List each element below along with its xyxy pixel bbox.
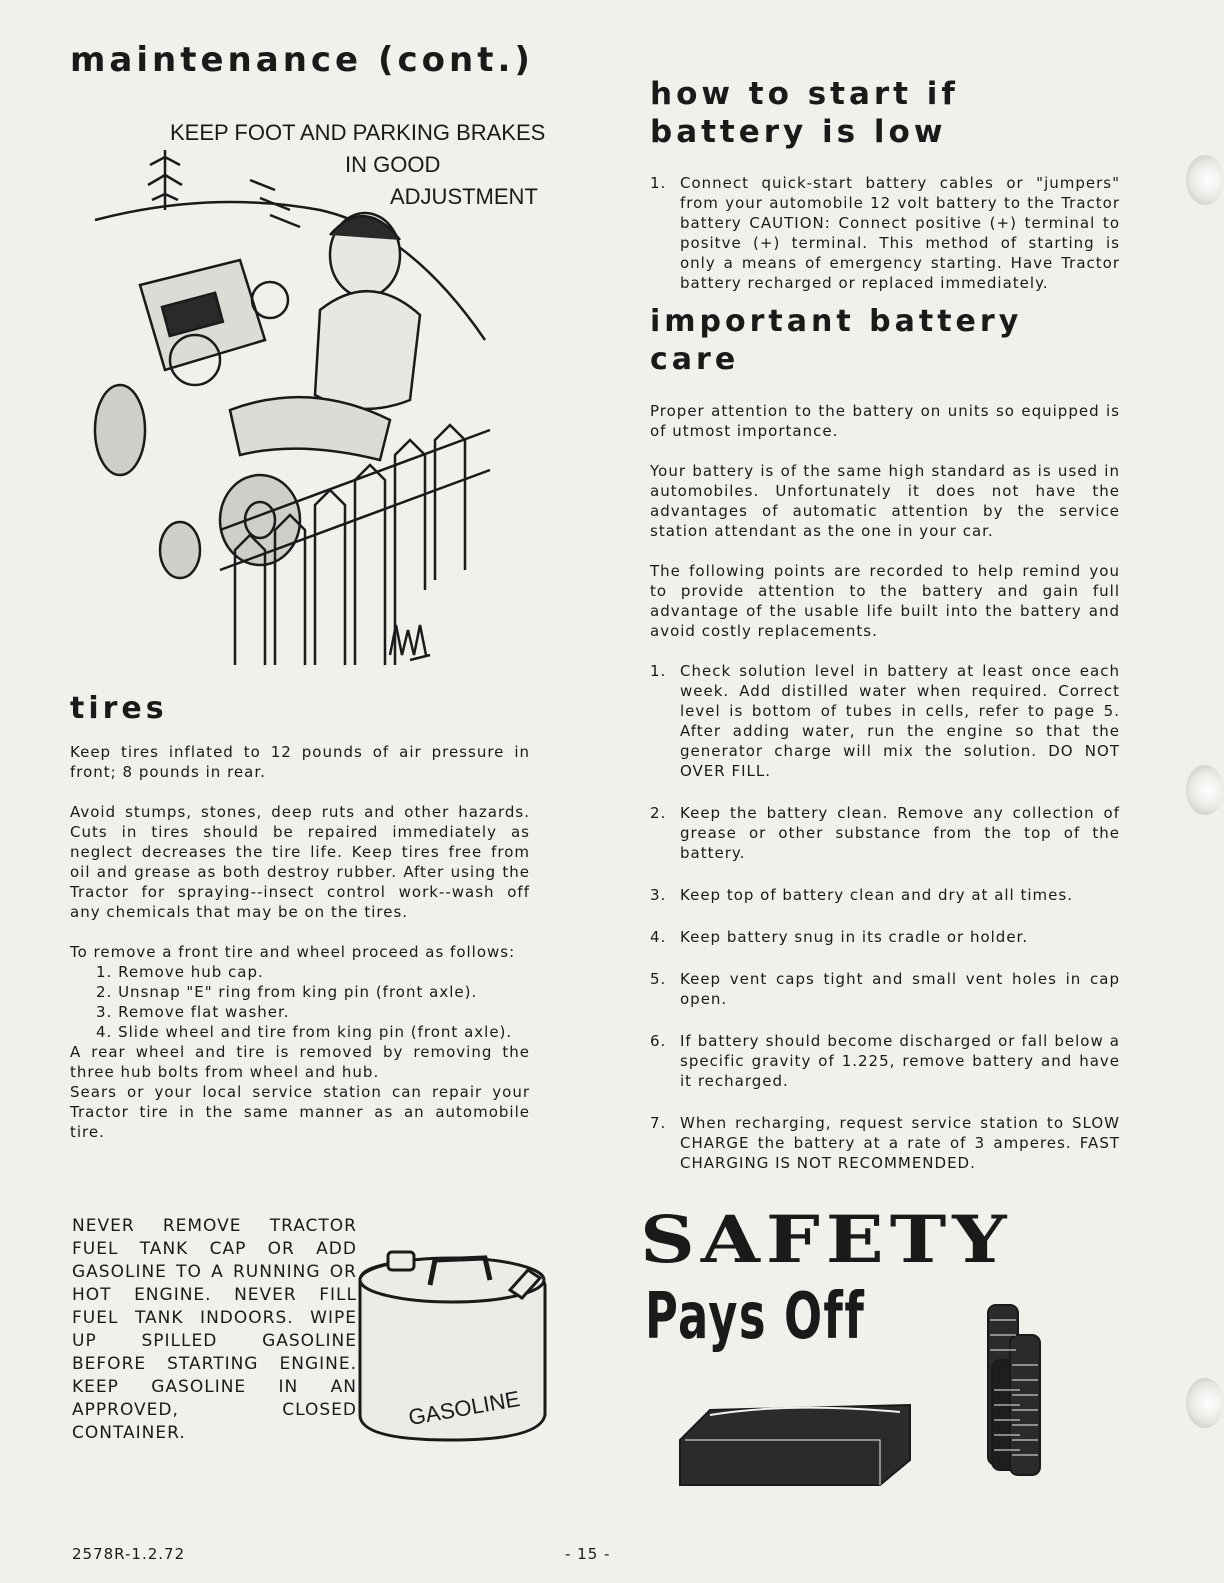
tire-removal-step: 4. Slide wheel and tire from king pin (front axle). bbox=[96, 1023, 513, 1041]
battery-care-paragraph-3: The following points are recorded to help remind you to provide attention to the battery and gain full advantage of the usable life built into the battery and avoid costly replacements. bbox=[650, 562, 1120, 640]
gas-can-illustration bbox=[350, 1240, 560, 1450]
battery-care-item: 6. If battery should become discharged or fall below a specific gravity of 1.225, remove battery and have it recharged. bbox=[650, 1032, 1120, 1090]
tire-removal-intro: To remove a front tire and wheel proceed as follows: bbox=[70, 943, 516, 961]
binder-hole bbox=[1186, 155, 1224, 205]
battery-low-item: 1. Connect quick-start battery cables or "jumpers" from your automobile 12 volt battery to the Tractor battery CAUTION: Connect positive (+) terminal to positve (+) terminal. This method of starting is only a means of emergency starting. Have Tractor battery recharged or replaced immediately. bbox=[650, 174, 1120, 292]
tractor-cartoon-illustration bbox=[90, 110, 546, 670]
tire-removal-step: 2. Unsnap "E" ring from king pin (front axle). bbox=[96, 983, 478, 1001]
cartoon-caption-line-3: ADJUSTMENT bbox=[390, 184, 538, 209]
gas-can-label: GASOLINE bbox=[406, 1385, 522, 1431]
tire-removal-step: 1. Remove hub cap. bbox=[96, 963, 264, 981]
tires-heading: tires bbox=[70, 691, 168, 726]
battery-care-paragraph-1: Proper attention to the battery on units so equipped is of utmost importance. bbox=[650, 402, 1120, 440]
battery-low-heading: how to start if battery is low bbox=[650, 76, 959, 150]
fuel-warning bbox=[72, 1215, 357, 1445]
cartoon-drawing bbox=[95, 150, 490, 665]
tire-removal-step: 3. Remove flat washer. bbox=[96, 1003, 290, 1021]
battery-care-item: 5. Keep vent caps tight and small vent holes in cap open. bbox=[650, 970, 1120, 1008]
tires-paragraph-2: Avoid stumps, stones, deep ruts and other hazards. Cuts in tires should be repaired immediately as neglect decreases the tire life. Keep tires free from oil and grease as both destroy rubber. After using the Tractor for spraying--insect control work--wash off any chemicals that may be on the tires. bbox=[70, 803, 530, 921]
right-column bbox=[650, 75, 1120, 1195]
battery-care-item: 3. Keep top of battery clean and dry at all times. bbox=[650, 886, 1073, 904]
rear-wheel-note: A rear wheel and tire is removed by removing the three hub bolts from wheel and hub. bbox=[70, 1043, 530, 1081]
cartoon-caption-line-1: KEEP FOOT AND PARKING BRAKES bbox=[170, 120, 546, 145]
tire-repair-note: Sears or your local service station can repair your Tractor tire in the same manner as an automobile tire. bbox=[70, 1083, 530, 1141]
tire-removal-steps bbox=[70, 962, 530, 1042]
battery-care-item: 7. When recharging, request service station to SLOW CHARGE the battery at a rate of 3 amperes. FAST CHARGING IS NOT RECOMMENDED. bbox=[650, 1114, 1120, 1172]
tires-section bbox=[70, 690, 530, 1142]
battery-low-list bbox=[650, 173, 1120, 293]
tires-paragraph-1: Keep tires inflated to 12 pounds of air pressure in front; 8 pounds in rear. bbox=[70, 743, 530, 781]
left-column bbox=[70, 40, 540, 80]
money-illustration bbox=[670, 1290, 1120, 1490]
battery-care-item: 4. Keep battery snug in its cradle or holder. bbox=[650, 928, 1029, 946]
battery-care-heading: important battery care bbox=[650, 304, 1023, 377]
safety-subtitle: Pays Off bbox=[645, 1280, 866, 1354]
fuel-warning-text: NEVER REMOVE TRACTOR FUEL TANK CAP OR ADD GASOLINE TO A RUNNING OR HOT ENGINE. NEVER FILL FUEL TANK INDOORS. WIPE UP SPILLED GASOLINE BEFORE STARTING ENGINE. KEEP GASOLINE IN AN APPROVED, CLOSED CONTAINER. bbox=[72, 1216, 357, 1443]
battery-care-item: 1. Check solution level in battery at least once each week. Add distilled water when required. Correct level is bottom of tubes in cells, refer to page 5. After adding water, run the engine so that the generator charge will mix the solution. DO NOT OVER FILL. bbox=[650, 662, 1120, 780]
battery-care-list bbox=[650, 661, 1120, 1173]
binder-hole bbox=[1186, 1378, 1224, 1428]
binder-hole bbox=[1186, 765, 1224, 815]
document-code: 2578R-1.2.72 bbox=[72, 1545, 186, 1563]
safety-title: SAFETY bbox=[640, 1201, 1013, 1278]
battery-care-paragraph-2: Your battery is of the same high standard as is used in automobiles. Unfortunately it does not have the advantages of automatic attention by the service station attendant as the one in your car. bbox=[650, 462, 1120, 540]
page-heading: maintenance (cont.) bbox=[70, 40, 534, 80]
page-number: - 15 - bbox=[565, 1545, 611, 1563]
battery-care-item: 2. Keep the battery clean. Remove any collection of grease or other substance from the top of the battery. bbox=[650, 804, 1120, 862]
cartoon-caption-line-2: IN GOOD bbox=[345, 152, 441, 177]
